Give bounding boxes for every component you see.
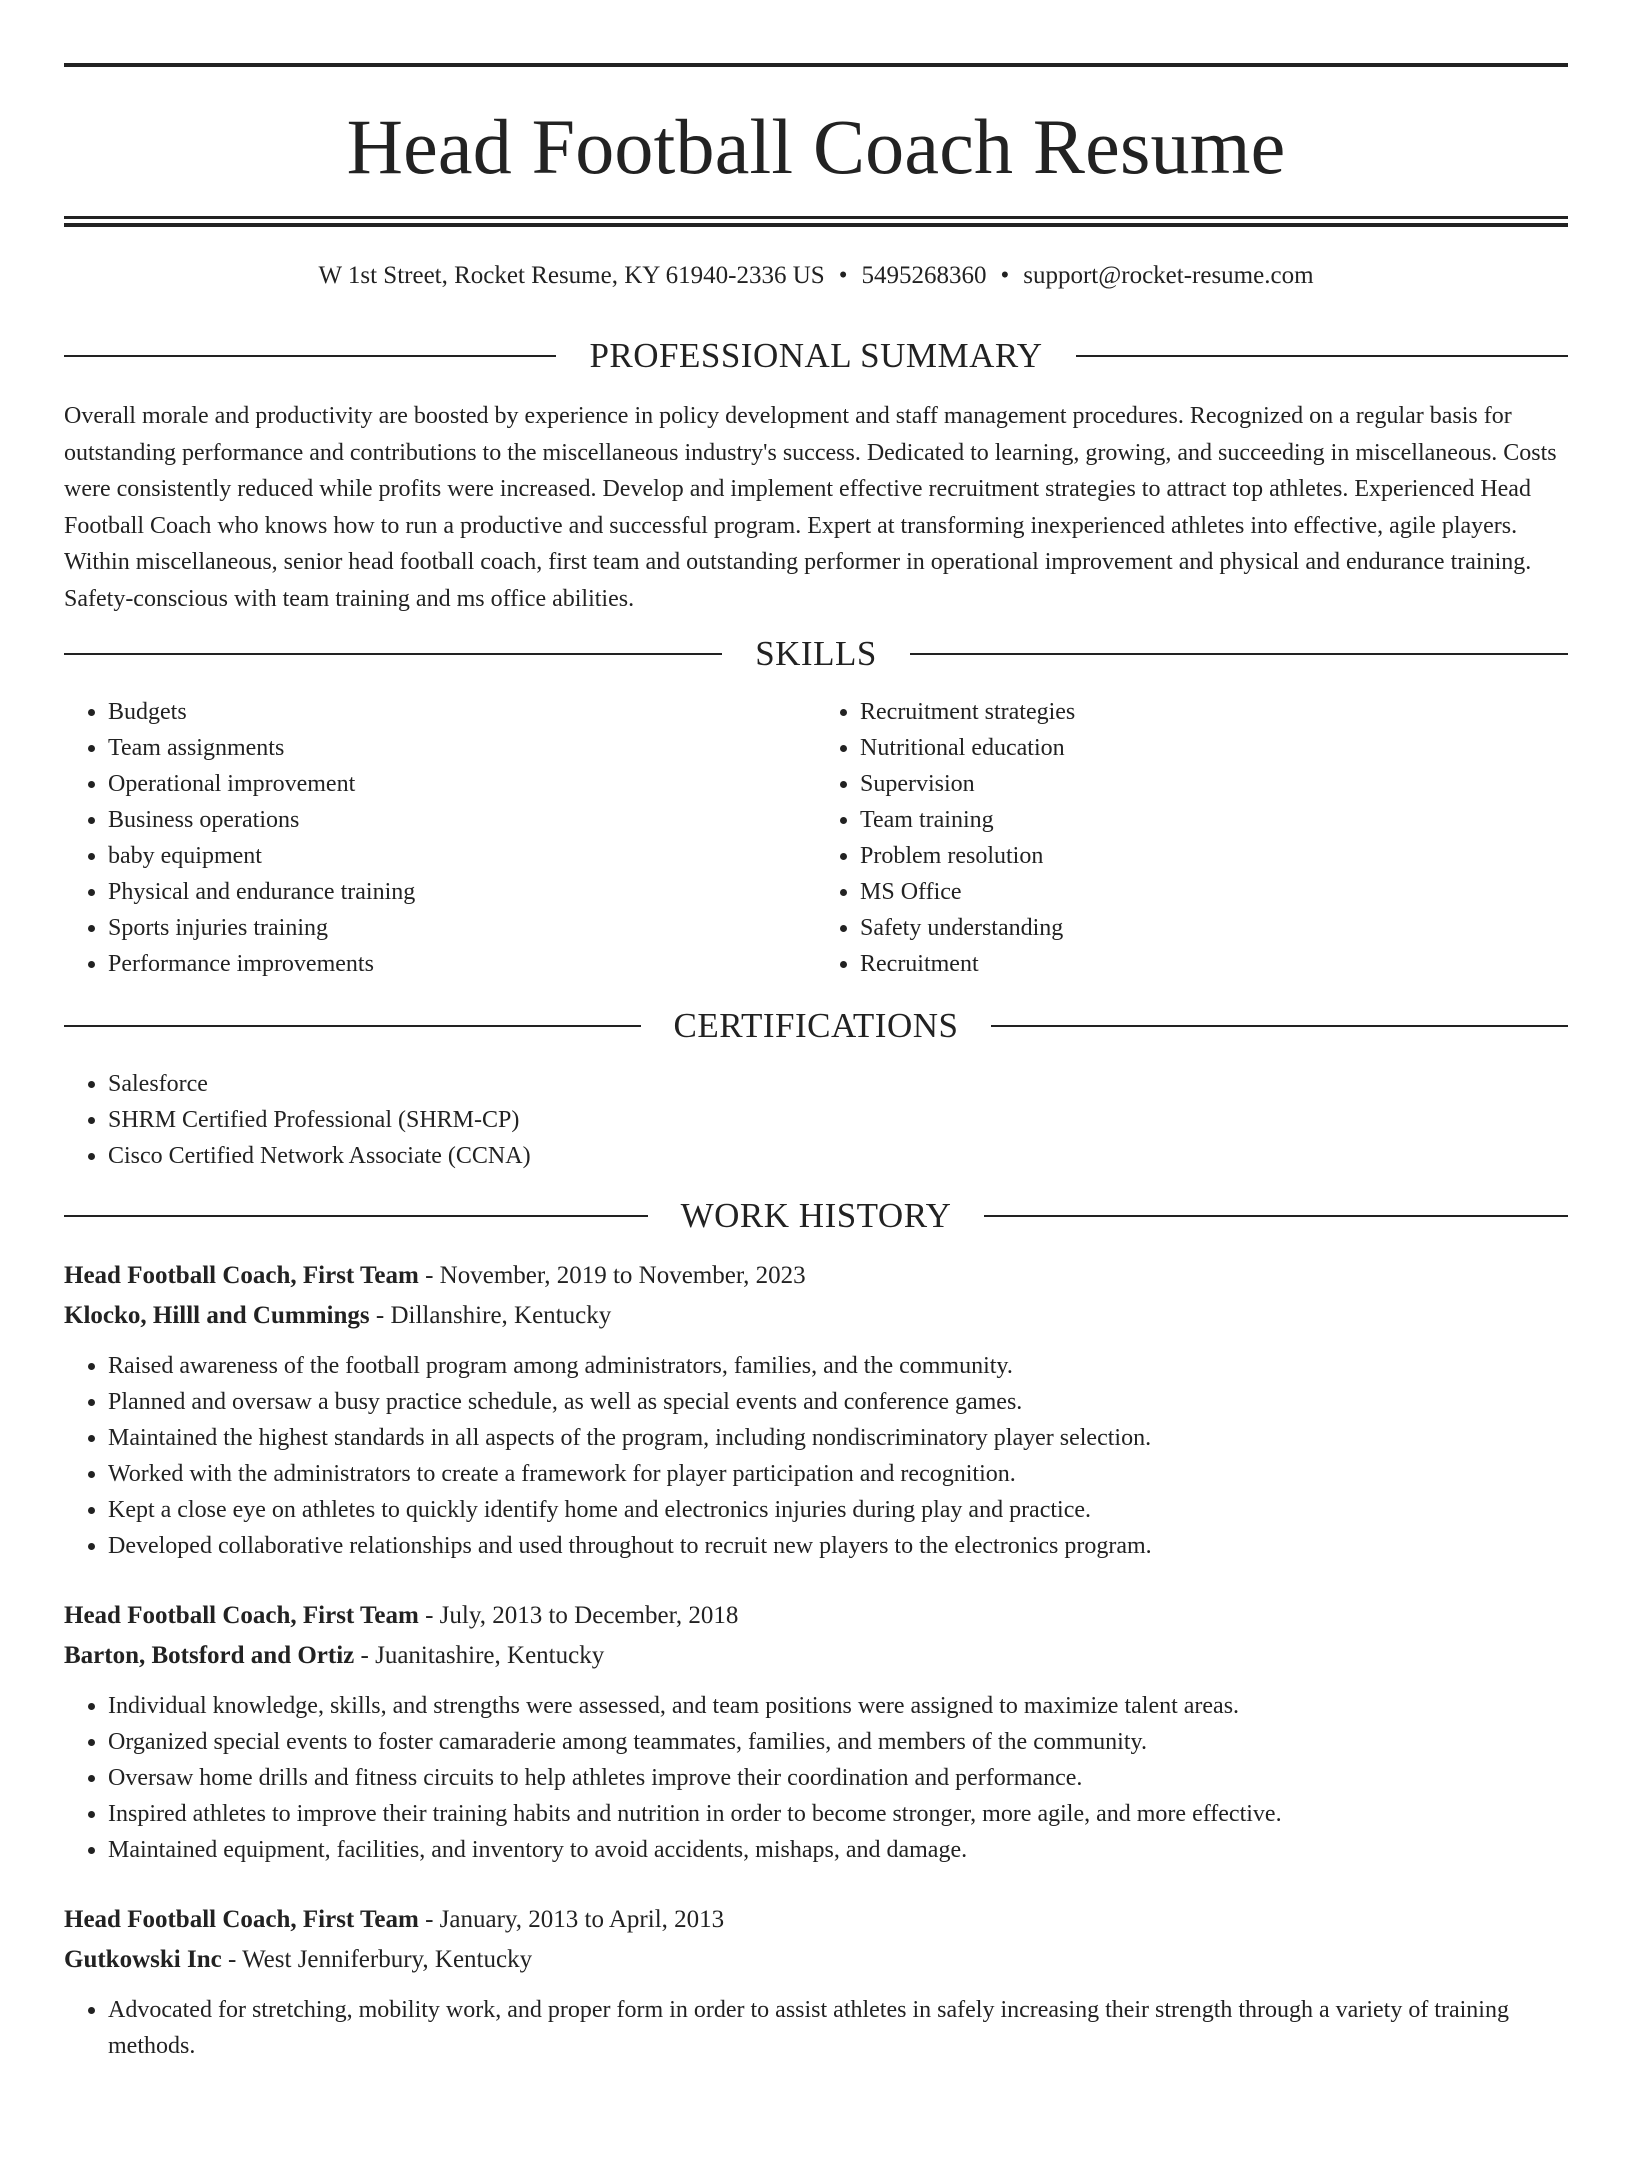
job-bullet: • Raised awareness of the football program among administrators, families, and the community. (108, 1348, 1568, 1384)
job-entry (64, 1900, 1568, 2064)
skill-item: • Operational improvement (108, 766, 816, 802)
skill-item: • Team assignments (108, 730, 816, 766)
contact-address: W 1st Street, Rocket Resume, KY 61940-2336 US (318, 262, 825, 289)
job-company: Gutkowski Inc (64, 1946, 222, 1973)
skill-item: • Problem resolution (860, 838, 1568, 874)
job-title-line (64, 1256, 1568, 1296)
job-role: Head Football Coach, First Team (64, 1906, 419, 1933)
job-bullets (64, 1992, 1568, 2064)
skills-column-left (64, 694, 816, 982)
job-location: - Juanitashire, Kentucky (354, 1642, 605, 1669)
job-bullet: • Maintained the highest standards in all aspects of the program, including nondiscriminatory player selection. (108, 1420, 1568, 1456)
heading-rule-right (1076, 355, 1568, 357)
job-title-line (64, 1596, 1568, 1636)
skill-item: • Business operations (108, 802, 816, 838)
job-company-line (64, 1636, 1568, 1676)
heading-rule-left (64, 653, 722, 655)
skill-item: • MS Office (860, 874, 1568, 910)
job-entry (64, 1596, 1568, 1868)
job-bullet: • Kept a close eye on athletes to quickly identify home and electronics injuries during play and practice. (108, 1492, 1568, 1528)
section-heading-work-history (64, 1196, 1568, 1236)
heading-rule-right (991, 1025, 1568, 1027)
title-double-rule (64, 216, 1568, 227)
skill-item: • Supervision (860, 766, 1568, 802)
resume-page (0, 63, 1632, 2175)
section-title-work-history: WORK HISTORY (680, 1196, 952, 1235)
section-heading-certifications (64, 1006, 1568, 1046)
job-bullet: • Worked with the administrators to create a framework for player participation and recognition. (108, 1456, 1568, 1492)
job-bullet: • Developed collaborative relationships and used throughout to recruit new players to the electronics program. (108, 1528, 1568, 1564)
job-company: Klocko, Hilll and Cummings (64, 1302, 370, 1329)
skill-item: • Performance improvements (108, 946, 816, 982)
section-title-skills: SKILLS (755, 634, 877, 673)
section-heading-skills (64, 634, 1568, 674)
job-bullets (64, 1348, 1568, 1564)
skills-list (64, 694, 1568, 982)
heading-rule-right (984, 1215, 1568, 1217)
section-heading-summary (64, 336, 1568, 376)
skill-item: • Sports injuries training (108, 910, 816, 946)
skill-item: • Recruitment (860, 946, 1568, 982)
top-rule (64, 63, 1568, 67)
certification-item: • Cisco Certified Network Associate (CCNA) (108, 1138, 1568, 1174)
job-role: Head Football Coach, First Team (64, 1262, 419, 1289)
job-bullet: • Maintained equipment, facilities, and inventory to avoid accidents, mishaps, and damage. (108, 1832, 1568, 1868)
job-dates: - January, 2013 to April, 2013 (418, 1906, 725, 1933)
skill-item: • Recruitment strategies (860, 694, 1568, 730)
heading-rule-left (64, 1025, 641, 1027)
skills-column-right (816, 694, 1568, 982)
contact-line (64, 260, 1568, 292)
contact-email[interactable]: support@rocket-resume.com (1023, 262, 1314, 289)
skill-item: • Nutritional education (860, 730, 1568, 766)
certification-item: • Salesforce (108, 1066, 1568, 1102)
job-role: Head Football Coach, First Team (64, 1602, 419, 1629)
job-bullet: • Advocated for stretching, mobility work, and proper form in order to assist athletes in safely increasing their strength through a variety of training methods. (108, 1992, 1568, 2064)
resume-title: Head Football Coach Resume (346, 103, 1286, 190)
skill-item: • baby equipment (108, 838, 816, 874)
contact-separator: • (1000, 262, 1010, 289)
certifications-list (64, 1066, 1568, 1174)
job-bullet: • Organized special events to foster camaraderie among teammates, families, and members of the community. (108, 1724, 1568, 1760)
heading-rule-left (64, 1215, 648, 1217)
section-title-certifications: CERTIFICATIONS (673, 1006, 959, 1045)
summary-paragraph: Overall morale and productivity are boosted by experience in policy development and staff management procedures. Recognized on a regular basis for outstanding performance and contributions to the miscellaneous industry's success. Dedicated to learning, growing, and succeeding in miscellaneous. Costs were consistently reduced while profits were increased. Develop and implement effective recruitment strategies to attract top athletes. Experienced Head Football Coach who knows how to run a productive and successful program. Expert at transforming inexperienced athletes into effective, agile players. Within miscellaneous, senior head football coach, first team and outstanding performer in operational improvement and physical and endurance training. Safety-conscious with team training and ms office abilities. (64, 403, 1557, 612)
job-dates: - July, 2013 to December, 2018 (418, 1602, 739, 1629)
heading-rule-right (910, 653, 1568, 655)
skill-item: • Physical and endurance training (108, 874, 816, 910)
heading-rule-left (64, 355, 556, 357)
job-bullet: • Planned and oversaw a busy practice schedule, as well as special events and conference games. (108, 1384, 1568, 1420)
job-company-line (64, 1296, 1568, 1336)
job-bullet: • Oversaw home drills and fitness circuits to help athletes improve their coordination and performance. (108, 1760, 1568, 1796)
skill-item: • Safety understanding (860, 910, 1568, 946)
skill-item: • Team training (860, 802, 1568, 838)
job-location: - Dillanshire, Kentucky (369, 1302, 612, 1329)
certification-item: • SHRM Certified Professional (SHRM-CP) (108, 1102, 1568, 1138)
job-entry (64, 1256, 1568, 1564)
contact-separator: • (838, 262, 848, 289)
contact-phone[interactable]: 5495268360 (861, 262, 987, 289)
job-dates: - November, 2019 to November, 2023 (418, 1262, 806, 1289)
job-company: Barton, Botsford and Ortiz (64, 1642, 355, 1669)
section-title-summary: PROFESSIONAL SUMMARY (589, 336, 1043, 375)
job-company-line (64, 1940, 1568, 1980)
job-title-line (64, 1900, 1568, 1940)
job-bullets (64, 1688, 1568, 1868)
skill-item: • Budgets (108, 694, 816, 730)
job-bullet: • Inspired athletes to improve their training habits and nutrition in order to become stronger, more agile, and more effective. (108, 1796, 1568, 1832)
job-location: - West Jenniferbury, Kentucky (221, 1946, 533, 1973)
job-bullet: • Individual knowledge, skills, and strengths were assessed, and team positions were assigned to maximize talent areas. (108, 1688, 1568, 1724)
